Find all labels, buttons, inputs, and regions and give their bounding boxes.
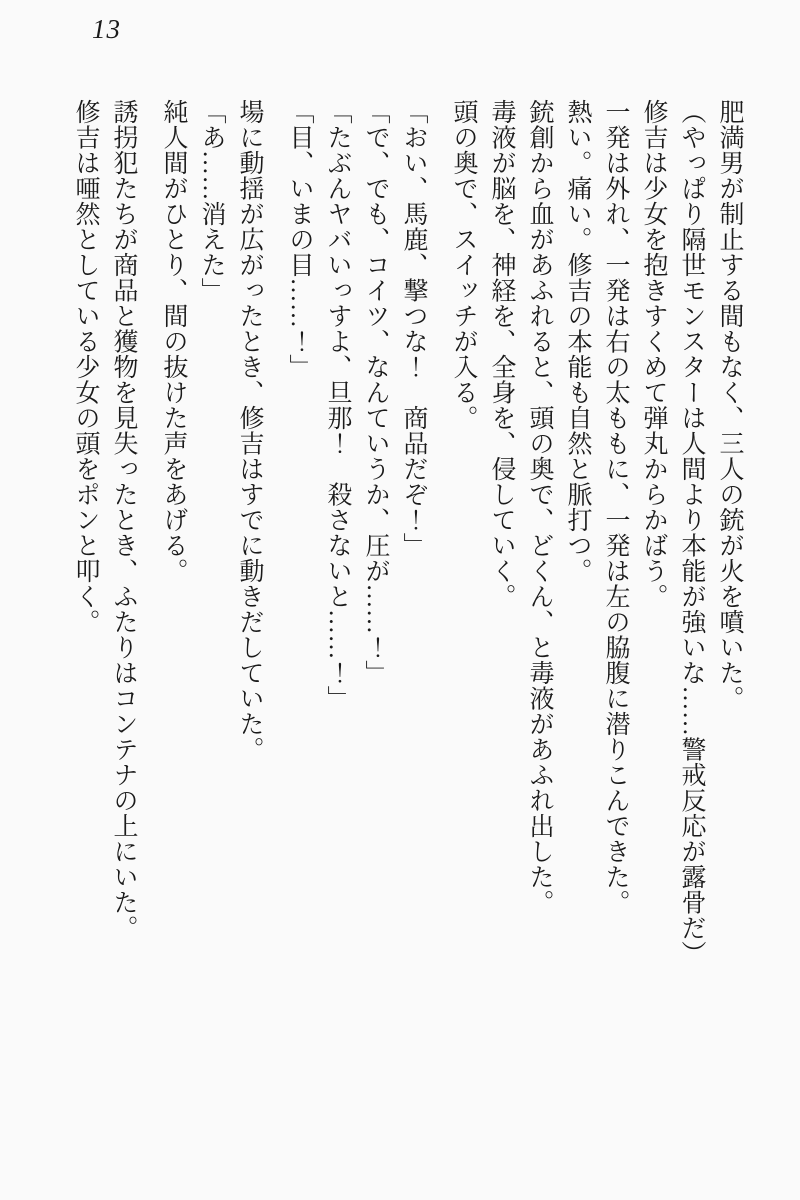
text-line: 純人間がひとり、間の抜けた声をあげる。 [160, 99, 187, 584]
text-line: 毒液が脳を、神経を、全身を、侵していく。 [488, 99, 515, 609]
text-line: 「おい、馬鹿、撃つな！ 商品だぞ！」 [400, 99, 427, 558]
text-line: 誘拐犯たちが商品と獲物を見失ったとき、ふたりはコンテナの上にいた。 [110, 99, 137, 941]
page-number: 13 [92, 14, 121, 44]
text-line: 修吉は少女を抱きすくめて弾丸からかばう。 [640, 99, 667, 609]
text-line: 「目、いまの目……！」 [286, 99, 313, 380]
text-line: 「で、でも、コイツ、なんていうか、圧が……！」 [362, 99, 389, 686]
text-line: （やっぱり隔世モンスターは人間より本能が強いな……警戒反応が露骨だ） [678, 99, 705, 966]
text-column-container [66, 99, 748, 989]
text-line: 一発は外れ、一発は右の太ももに、一発は左の脇腹に潜りこんできた。 [602, 99, 629, 915]
text-line: 修吉は唖然としている少女の頭をポンと叩く。 [72, 99, 99, 635]
text-line: 「あ……消えた」 [198, 99, 225, 303]
text-line: 熱い。痛い。修吉の本能も自然と脈打つ。 [564, 99, 591, 584]
text-line: 場に動揺が広がったとき、修吉はすでに動きだしていた。 [236, 99, 263, 762]
text-line: 肥満男が制止する間もなく、三人の銃が火を噴いた。 [716, 99, 743, 711]
text-line: 銃創から血があふれると、頭の奥で、どくん、と毒液があふれ出した。 [526, 99, 553, 915]
text-line: 「たぶんヤバいっすよ、旦那！ 殺さないと……！」 [324, 99, 351, 711]
text-line: 頭の奥で、スイッチが入る。 [450, 99, 477, 431]
